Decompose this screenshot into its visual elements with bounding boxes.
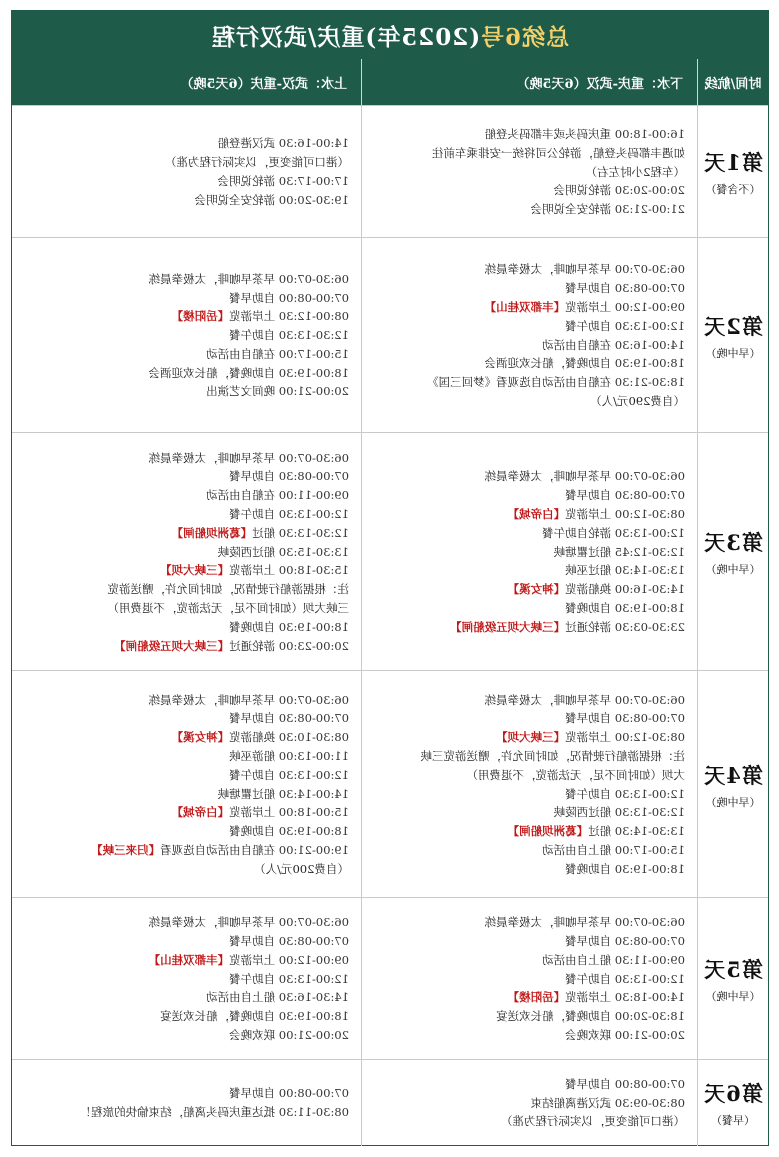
schedule-activity: 早茶早咖啡，太极拳晨练 — [484, 692, 612, 707]
schedule-time: 18:00-19:30 — [614, 600, 685, 615]
upstream-schedule — [12, 898, 361, 1060]
schedule-time: 13:30-15:30 — [278, 544, 349, 559]
schedule-line — [20, 1084, 349, 1103]
schedule-activity: 晚间文艺演出 — [206, 384, 276, 399]
downstream-schedule — [361, 433, 697, 671]
day-name: 第4天 — [703, 762, 763, 788]
schedule-time: 15:00-17:00 — [278, 346, 349, 361]
schedule-line — [370, 163, 685, 182]
schedule-activity: 上岸游览 — [229, 805, 276, 820]
schedule-activity: 船上自由活动 — [542, 952, 612, 967]
schedule-activity: 如遇丰都码头登船，游轮公司将统一安排乘车前往 — [432, 145, 685, 160]
schedule-line — [370, 279, 685, 298]
schedule-time: 14:00-18:30 — [614, 990, 685, 1005]
schedule-activity: 换船游览 — [565, 582, 612, 597]
day-label-cell — [697, 1060, 768, 1146]
schedule-line — [20, 289, 349, 308]
schedule-activity: 游轮安全说明会 — [530, 202, 612, 217]
schedule-line — [20, 134, 349, 153]
schedule-time: 08:30-12:00 — [614, 730, 685, 745]
schedule-time: 14:00-14:30 — [278, 786, 349, 801]
schedule-time: 06:30-07:00 — [614, 469, 685, 484]
schedule-time: 14:00-16:30 — [614, 337, 685, 352]
day-row — [12, 105, 768, 238]
schedule-time: 06:30-07:00 — [278, 450, 349, 465]
schedule-line — [20, 191, 349, 210]
schedule-line — [20, 747, 349, 766]
day-row — [12, 670, 768, 898]
schedule-time: 15:00-17:00 — [614, 842, 685, 857]
schedule-time: 09:00-12:00 — [614, 299, 685, 314]
schedule-time: 09:00-11:30 — [614, 952, 685, 967]
schedule-line — [370, 728, 685, 747]
schedule-activity: 自助午餐 — [565, 318, 612, 333]
schedule-time: 06:30-07:00 — [614, 915, 685, 930]
schedule-time: 19:00-21:00 — [278, 842, 349, 857]
schedule-line — [370, 298, 685, 317]
schedule-activity: 在船自由活动 — [206, 488, 276, 503]
downstream-schedule — [361, 898, 697, 1060]
schedule-activity: 联欢晚会 — [565, 1027, 612, 1042]
schedule-line — [370, 913, 685, 932]
schedule-line — [370, 1026, 685, 1045]
schedule-line — [370, 543, 685, 562]
schedule-time: 06:30-07:00 — [278, 271, 349, 286]
highlight-attraction: 【岳阳楼】 — [507, 990, 566, 1005]
schedule-line — [20, 970, 349, 989]
schedule-time: 08:30-10:30 — [278, 730, 349, 745]
schedule-activity: 早茶早咖啡，太极拳晨练 — [484, 915, 612, 930]
schedule-activity: 自助晚餐，船长欢迎酒会 — [484, 356, 612, 371]
schedule-activity: 船过西陵峡 — [217, 544, 276, 559]
schedule-time: 07:00-08:30 — [614, 711, 685, 726]
schedule-time: 09:00-12:00 — [278, 952, 349, 967]
day-label-cell — [697, 898, 768, 1060]
day-meals: （早中晚） — [705, 990, 761, 1003]
schedule-line — [20, 860, 349, 879]
schedule-line — [20, 270, 349, 289]
schedule-activity: 自助早餐 — [229, 469, 276, 484]
day-row — [12, 237, 768, 433]
day-meals: （早餐） — [711, 1114, 755, 1127]
schedule-time: 12:00-13:30 — [614, 525, 685, 540]
schedule-line — [20, 364, 349, 383]
schedule-line — [370, 392, 685, 411]
downstream-schedule — [361, 106, 697, 238]
schedule-time: 15:30-18:00 — [278, 563, 349, 578]
schedule-time: 12:30-13:30 — [278, 328, 349, 343]
schedule-activity: 自助午餐 — [229, 507, 276, 521]
schedule-line — [370, 144, 685, 163]
schedule-line — [20, 467, 349, 486]
schedule-activity: 自助早餐 — [565, 711, 612, 726]
schedule-activity: 三峡大坝（如时间不足，无法游览，不退费用） — [107, 600, 349, 615]
day-meals: （早中晚） — [705, 346, 761, 360]
schedule-line — [20, 785, 349, 804]
highlight-attraction: 【三峡大坝五级船闸】 — [114, 638, 230, 653]
schedule-time: 23:30-03:30 — [614, 619, 685, 634]
schedule-activity: 上岸游览 — [229, 952, 276, 967]
schedule-activity: 早茶早咖啡，太极拳晨练 — [484, 262, 612, 277]
schedule-activity: （港口可能变更，以实际行程为准） — [165, 155, 349, 170]
schedule-line — [20, 307, 349, 326]
schedule-activity: 自助晚餐，船长欢送宴 — [160, 1009, 276, 1024]
schedule-activity: 大坝（如时间不足，无法游览，不退费用） — [466, 767, 685, 782]
day-name: 第1天 — [703, 150, 763, 175]
schedule-activity: 早茶早咖啡，太极拳晨练 — [148, 271, 276, 286]
schedule-activity: 自助早餐 — [565, 934, 612, 948]
schedule-activity: 自助晚餐 — [565, 861, 612, 876]
schedule-line — [370, 803, 685, 822]
day-meals: （早中晚） — [705, 795, 761, 809]
schedule-activity: 游轮通过 — [229, 638, 276, 653]
schedule-activity: 上岸游览 — [565, 299, 612, 314]
highlight-attraction: 【三峡大坝五级船闸】 — [450, 619, 566, 634]
day-name: 第2天 — [703, 313, 763, 339]
schedule-time: 20:00-20:30 — [614, 183, 685, 198]
schedule-activity: 自助晚餐，船长欢送宴 — [496, 1009, 612, 1024]
schedule-line — [370, 932, 685, 951]
highlight-attraction: 【岳阳楼】 — [171, 309, 230, 324]
highlight-attraction: 【丰都双桂山】 — [148, 952, 230, 967]
schedule-line — [370, 822, 685, 841]
schedule-line — [370, 1007, 685, 1026]
schedule-activity: （自费290元/人） — [590, 393, 685, 408]
day-row — [12, 897, 768, 1060]
schedule-activity: 早茶早咖啡，太极拳晨练 — [148, 692, 276, 707]
schedule-line — [20, 803, 349, 822]
schedule-activity: 自助午餐 — [229, 328, 276, 343]
schedule-line — [370, 467, 685, 486]
schedule-activity: 在船自由活动 — [206, 346, 276, 361]
schedule-line — [20, 449, 349, 468]
highlight-attraction: 【归来三峡】 — [91, 842, 161, 857]
schedule-line — [370, 841, 685, 860]
day-row — [12, 432, 768, 671]
downstream-schedule — [361, 238, 697, 433]
schedule-activity: （自费200元/人） — [254, 861, 349, 876]
schedule-time: 18:30-20:00 — [614, 1009, 685, 1024]
day-name: 第5天 — [703, 957, 763, 982]
schedule-line — [20, 382, 349, 401]
downstream-schedule — [361, 671, 697, 898]
schedule-time: 06:30-07:00 — [278, 915, 349, 930]
title-ship-name: 总统6号 — [480, 23, 570, 51]
schedule-activity: 早茶早咖啡，太极拳晨练 — [484, 469, 612, 484]
schedule-time: 12:30-13:30 — [278, 525, 349, 540]
schedule-time: 07:00-08:00 — [614, 1076, 685, 1091]
schedule-activity: 自助晚餐 — [565, 600, 612, 615]
schedule-activity: 船上自由活动 — [542, 842, 612, 857]
schedule-time: 09:00-11:00 — [278, 488, 349, 503]
schedule-time: 12:00-13:30 — [278, 767, 349, 782]
schedule-activity: 船游巫峡 — [229, 748, 276, 763]
highlight-attraction: 【三峡大坝】 — [496, 730, 566, 745]
schedule-activity: 船过西陵峡 — [553, 805, 612, 820]
day-name: 第6天 — [703, 1081, 763, 1106]
schedule-line — [370, 618, 685, 637]
schedule-time: 14:00-16:30 — [278, 136, 349, 151]
schedule-time: 13:30-14:30 — [614, 824, 685, 839]
schedule-activity: 在船自由活动 — [542, 337, 612, 352]
schedule-activity: 上岸游览 — [229, 563, 276, 578]
schedule-line — [20, 524, 349, 543]
schedule-time: 14:30-16:00 — [614, 582, 685, 597]
schedule-activity: 自助晚餐 — [229, 824, 276, 839]
schedule-line — [370, 766, 685, 785]
schedule-line — [20, 599, 349, 618]
schedule-activity: 重庆码头或丰都码头登船 — [484, 127, 612, 141]
day-label-cell — [697, 433, 768, 671]
schedule-line — [370, 691, 685, 710]
schedule-time: 14:30-16:30 — [278, 990, 349, 1005]
schedule-activity: （车程2小时左右） — [585, 164, 685, 179]
schedule-time: 16:00-18:00 — [614, 127, 685, 141]
schedule-line — [20, 580, 349, 599]
schedule-time: 07:00-08:30 — [614, 934, 685, 948]
schedule-activity: 游轮说明会 — [553, 183, 612, 198]
highlight-attraction: 【白帝城】 — [507, 507, 566, 521]
upstream-schedule — [12, 671, 361, 898]
schedule-line — [370, 580, 685, 599]
schedule-activity: 自助午餐 — [229, 971, 276, 986]
schedule-activity: 游轮说明会 — [217, 174, 276, 188]
schedule-line — [370, 1094, 685, 1113]
schedule-time: 12:30-12:45 — [614, 544, 685, 559]
schedule-activity: 船过 — [252, 525, 276, 540]
schedule-time: 11:00-13:00 — [278, 748, 349, 763]
day-label-cell — [697, 238, 768, 433]
schedule-line — [370, 125, 685, 144]
schedule-activity: 自助早餐 — [229, 711, 276, 726]
schedule-time: 12:00-13:30 — [614, 786, 685, 801]
schedule-line — [370, 709, 685, 728]
day-label-cell — [697, 106, 768, 238]
schedule-time: 06:30-07:00 — [614, 692, 685, 707]
title-route: (2025年)重庆/武汉行程 — [210, 23, 481, 51]
schedule-line — [370, 354, 685, 373]
schedule-activity: 自助午餐 — [229, 767, 276, 782]
highlight-attraction: 【葛洲坝船闸】 — [171, 525, 253, 540]
schedule-line — [20, 486, 349, 505]
schedule-line — [370, 561, 685, 580]
schedule-activity: 联欢晚会 — [229, 1027, 276, 1042]
schedule-time: 07:00-08:00 — [278, 290, 349, 305]
highlight-attraction: 【葛洲坝船闸】 — [507, 824, 589, 839]
schedule-line — [370, 951, 685, 970]
schedule-time: 20:00-23:00 — [278, 638, 349, 653]
schedule-activity: 自助早餐 — [229, 290, 276, 305]
schedule-activity: 自助晚餐，船长欢迎酒会 — [148, 365, 276, 380]
upstream-schedule — [12, 106, 361, 238]
schedule-activity: 注：根据游船行驶情况，如时间允许，赠送游览 — [107, 582, 349, 597]
schedule-time: 07:00-08:30 — [278, 469, 349, 484]
schedule-time: 18:00-19:30 — [278, 619, 349, 634]
schedule-activity: 船过瞿塘峡 — [217, 786, 276, 801]
highlight-attraction: 【白帝城】 — [171, 805, 230, 820]
schedule-line — [370, 317, 685, 336]
schedule-time: 08:30-11:30 — [278, 1105, 349, 1119]
schedule-activity: 上岸游览 — [565, 730, 612, 745]
schedule-time: 19:30-20:00 — [278, 192, 349, 207]
schedule-time: 08:30-12:00 — [614, 507, 685, 521]
schedule-line — [370, 200, 685, 219]
schedule-activity: 早茶早咖啡，太极拳晨练 — [148, 450, 276, 465]
upstream-schedule — [12, 1060, 361, 1146]
highlight-attraction: 【三峡大坝】 — [160, 563, 230, 578]
day-name: 第3天 — [703, 530, 763, 555]
downstream-schedule — [361, 1060, 697, 1146]
schedule-line — [20, 326, 349, 345]
schedule-activity: 上岸游览 — [229, 309, 276, 324]
schedule-activity: 船上自由活动 — [206, 990, 276, 1005]
schedule-activity: 自助早餐 — [565, 1076, 612, 1091]
upstream-schedule — [12, 238, 361, 433]
header-downstream: 下水：重庆-武汉（6天5晚） — [361, 59, 697, 105]
schedule-activity: 上岸游览 — [565, 990, 612, 1005]
schedule-line — [370, 336, 685, 355]
schedule-line — [20, 172, 349, 191]
schedule-line — [370, 373, 685, 392]
schedule-activity: 游轮通过 — [565, 619, 612, 634]
header-upstream: 上水：武汉-重庆（6天5晚） — [12, 59, 361, 105]
schedule-activity: 船过 — [588, 824, 612, 839]
schedule-time: 18:00-19:30 — [278, 1009, 349, 1024]
schedule-line — [20, 766, 349, 785]
highlight-attraction: 【神女溪】 — [507, 582, 566, 597]
schedule-time: 18:00-19:30 — [614, 861, 685, 876]
schedule-line — [370, 1112, 685, 1131]
schedule-activity: 船过瞿塘峡 — [553, 544, 612, 559]
schedule-activity: 游轮安全说明会 — [194, 192, 276, 207]
schedule-line — [20, 1026, 349, 1045]
schedule-activity: 自助早餐 — [565, 488, 612, 503]
header-time-route: 时间/航线 — [697, 59, 768, 105]
day-meals: （早中晚） — [705, 563, 761, 576]
schedule-time: 20:00-21:00 — [614, 1027, 685, 1042]
schedule-time: 20:00-21:00 — [278, 1027, 349, 1042]
schedule-activity: 在船自由活动自选观看 — [160, 842, 276, 857]
schedule-line — [370, 599, 685, 618]
schedule-line — [20, 841, 349, 860]
schedule-line — [370, 988, 685, 1007]
schedule-time: 07:00-08:30 — [278, 711, 349, 726]
schedule-time: 20:00-21:00 — [278, 384, 349, 399]
highlight-attraction: 【神女溪】 — [171, 730, 230, 745]
schedule-line — [20, 561, 349, 580]
schedule-line — [370, 785, 685, 804]
upstream-schedule — [12, 433, 361, 671]
schedule-activity: （港口可能变更，以实际行程为准） — [501, 1114, 685, 1129]
schedule-activity: 换船游览 — [229, 730, 276, 745]
schedule-activity: 在船自由活动自选观看《梦回三国》 — [427, 375, 612, 390]
schedule-line — [20, 951, 349, 970]
schedule-time: 07:00-08:30 — [614, 281, 685, 296]
schedule-line — [370, 1075, 685, 1094]
schedule-time: 08:00-12:30 — [278, 309, 349, 324]
schedule-activity: 自助早餐 — [229, 1086, 276, 1101]
day-label-cell — [697, 671, 768, 898]
schedule-time: 06:30-07:00 — [614, 262, 685, 277]
schedule-activity: 自助午餐 — [565, 786, 612, 801]
schedule-activity: 武汉港登船 — [217, 136, 276, 151]
schedule-line — [20, 543, 349, 562]
schedule-line — [20, 345, 349, 364]
schedule-time: 12:00-13:30 — [614, 971, 685, 986]
schedule-activity: 武汉港离船结束 — [530, 1095, 612, 1110]
schedule-line — [20, 153, 349, 172]
schedule-line — [20, 822, 349, 841]
schedule-line — [370, 747, 685, 766]
schedule-time: 12:00-13:30 — [278, 971, 349, 986]
schedule-activity: 自助午餐 — [565, 971, 612, 986]
schedule-line — [20, 637, 349, 656]
schedule-time: 21:00-21:30 — [614, 202, 685, 217]
schedule-time: 07:00-08:30 — [278, 934, 349, 948]
schedule-time: 12:00-13:30 — [278, 507, 349, 521]
schedule-activity: 上岸游览 — [565, 507, 612, 521]
schedule-activity: 游轮自助午餐 — [542, 525, 612, 540]
schedule-time: 17:00-17:30 — [278, 174, 349, 188]
schedule-line — [20, 728, 349, 747]
day-row — [12, 1059, 768, 1146]
schedule-line — [370, 181, 685, 200]
schedule-activity: 船过巫峡 — [565, 563, 612, 578]
schedule-line — [20, 1103, 349, 1122]
page-title — [12, 11, 768, 59]
schedule-time: 13:30-14:30 — [614, 563, 685, 578]
schedule-line — [20, 932, 349, 951]
schedule-line — [370, 860, 685, 879]
schedule-activity: 自助早餐 — [565, 281, 612, 296]
schedule-line — [370, 486, 685, 505]
schedule-time: 18:30-21:30 — [614, 375, 685, 390]
schedule-line — [370, 505, 685, 524]
schedule-line — [20, 505, 349, 524]
schedule-time: 15:00-18:00 — [278, 805, 349, 820]
schedule-time: 12:00-13:30 — [614, 318, 685, 333]
schedule-time: 08:30-09:30 — [614, 1095, 685, 1110]
schedule-time: 18:00-19:30 — [278, 365, 349, 380]
schedule-line — [370, 970, 685, 989]
schedule-line — [20, 691, 349, 710]
schedule-activity: 抵达重庆码头离船，结束愉快的旅程！ — [79, 1105, 276, 1119]
schedule-line — [20, 618, 349, 637]
schedule-time: 07:00-08:00 — [278, 1086, 349, 1101]
highlight-attraction: 【丰都双桂山】 — [484, 299, 566, 314]
schedule-time: 18:00-19:30 — [278, 824, 349, 839]
day-meals: （不含餐） — [705, 183, 761, 196]
schedule-activity: 早茶早咖啡，太极拳晨练 — [148, 915, 276, 930]
schedule-activity: 自助早餐 — [229, 934, 276, 948]
schedule-line — [20, 988, 349, 1007]
schedule-line — [20, 709, 349, 728]
schedule-line — [370, 524, 685, 543]
schedule-activity: 自助晚餐 — [229, 619, 276, 634]
schedule-time: 18:00-19:30 — [614, 356, 685, 371]
schedule-time: 07:00-08:30 — [614, 488, 685, 503]
schedule-time: 12:30-13:30 — [614, 805, 685, 820]
schedule-line — [370, 260, 685, 279]
schedule-line — [20, 1007, 349, 1026]
schedule-time: 06:30-07:00 — [278, 692, 349, 707]
schedule-line — [20, 913, 349, 932]
schedule-activity: 注：根据游船行驶情况，如时间允许，赠送游览三峡 — [420, 748, 685, 763]
